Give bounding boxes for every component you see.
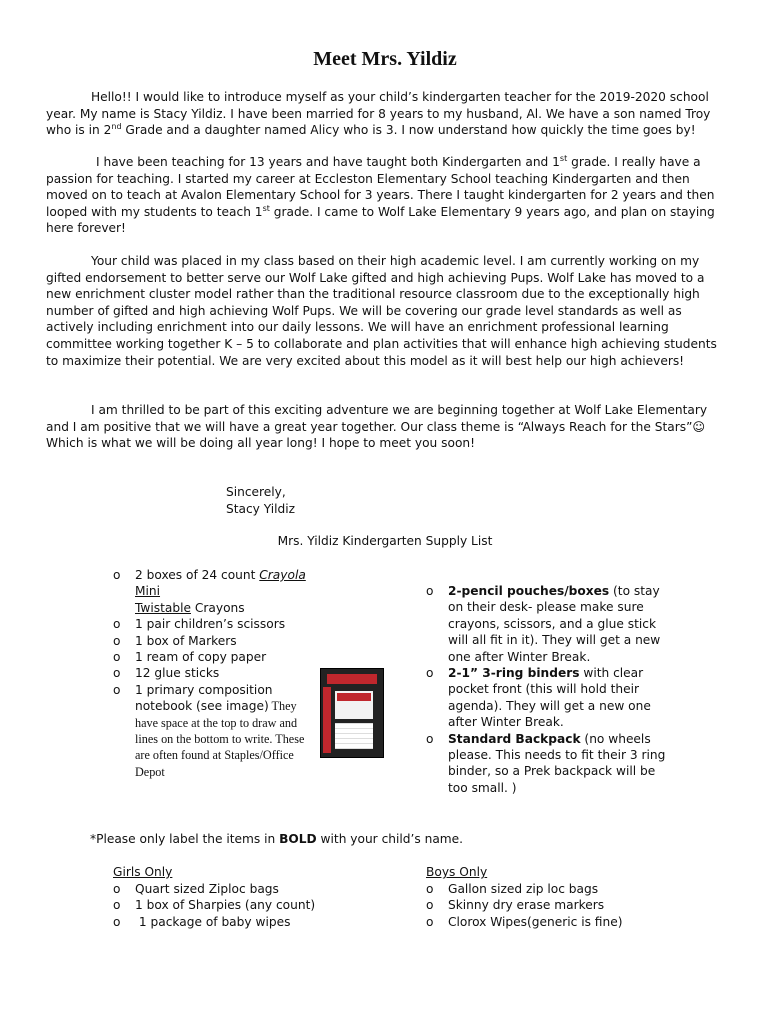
item-text: Quart sized Ziploc bags [135, 882, 279, 896]
boys-heading: Boys Only [426, 865, 488, 879]
note-text: *Please only label the items in [90, 832, 280, 846]
list-item [113, 649, 328, 665]
note-text: with your child’s name. [316, 832, 464, 846]
list-item [426, 731, 676, 797]
bold-item-text: 2-1” 3-ring binders [448, 666, 580, 681]
bullet-icon: o [113, 650, 121, 665]
bullet-icon: o [113, 682, 121, 697]
bullet-icon: o [113, 914, 121, 929]
list-item [426, 665, 676, 731]
bullet-icon: o [426, 731, 434, 746]
notebook-lines [335, 723, 373, 749]
bullet-icon: o [426, 666, 434, 681]
signature-block [226, 484, 295, 517]
supply-list-title: Mrs. Yildiz Kindergarten Supply List [277, 534, 493, 548]
bullet-icon: o [113, 568, 121, 582]
girls-heading: Girls Only [113, 865, 173, 879]
item-text: Skinny dry erase markers [448, 898, 605, 913]
list-item [426, 583, 676, 665]
item-text: Crayons [191, 600, 245, 615]
brand-text: Mini [135, 584, 161, 599]
item-text: 1 box of Sharpies (any count) [135, 898, 316, 913]
item-text: 1 box of Markers [135, 633, 237, 648]
supply-list-left [113, 567, 328, 780]
list-item [113, 682, 320, 780]
girls-list [113, 881, 315, 930]
teaching-text-c: grade. I came to Wolf Lake Elementary 9 years ago, and plan on staying here forever! [46, 204, 715, 236]
bullet-icon: o [113, 898, 121, 913]
brand-text: Crayola [259, 568, 306, 582]
item-text: (no wheels please. This needs to fit their 3 ring binder, so a Prek backpack will be too small. ) [448, 731, 666, 795]
label-note [90, 832, 463, 846]
intro-sup: nd [111, 122, 122, 132]
item-text: Clorox Wipes(generic is fine) [448, 914, 623, 929]
item-text: 12 glue sticks [135, 666, 220, 681]
list-item [113, 665, 328, 681]
note-bold: BOLD [279, 832, 317, 846]
intro-text-b: Grade and a daughter named Alicy who is 3. I now understand how quickly the time goes by! [121, 123, 696, 138]
notebook-label-bar [337, 693, 371, 701]
list-item [426, 914, 622, 930]
list-item [426, 897, 622, 913]
list-item [113, 914, 315, 930]
list-item [113, 881, 315, 897]
item-note: They have space at the top to draw and lines on the bottom to write. These are often found at Staples/Office Depot [135, 699, 305, 779]
brand-text: Twistable [135, 600, 191, 615]
boys-list [426, 881, 622, 930]
sign-off: Sincerely, [226, 485, 286, 499]
intro-paragraph [46, 89, 730, 139]
teaching-text-a: I have been teaching for 13 years and have taught both Kindergarten and 1 [96, 155, 560, 169]
list-item [113, 897, 315, 913]
teaching-text-b: grade. I really have a passion for teaching. I started my career at Eccleston Elementary School teaching Kindergarten and then moved on to teach at Avalon Elementary School for 3 years. There I taught kindergarten for 2 years and then looped with my students to teach 1 [46, 155, 715, 219]
bullet-icon: o [426, 584, 434, 598]
list-item [113, 633, 328, 649]
closing-paragraph [46, 402, 730, 452]
bullet-icon: o [426, 898, 434, 913]
supply-list-right [426, 583, 676, 796]
item-text: with clear pocket front (this will hold their agenda). They will get a new one after Winter Break. [448, 666, 651, 730]
placement-text: Your child was placed in my class based on their high academic level. I am currently working on my gifted endorsement to better serve our Wolf Lake gifted and high achieving Pups. Wolf Lake has moved to a new enrichment cluster model rather than the traditional resource classroom due to the exceptionally high number of gifted and high achieving Wolf Pups. We will be covering our grade level standards as well as actively including enrichment into our daily lessons. We will have an enrichment professional learning committee working together K – 5 to collaborate and plan activities that will enhance high achieving students to maximize their potential. We are very excited about this model as it will best help our high achievers! [46, 254, 717, 368]
item-text: 1 primary composition notebook (see image) [135, 682, 273, 714]
bold-item-text: 2-pencil pouches/boxes [448, 584, 610, 598]
list-item [113, 616, 328, 632]
composition-notebook-icon [320, 668, 384, 758]
item-text: 1 package of baby wipes [135, 914, 291, 929]
list-item [426, 881, 622, 897]
page-title: Meet Mrs. Yildiz [313, 48, 457, 70]
bullet-icon: o [113, 617, 121, 632]
item-text: (to stay on their desk- please make sure crayons, scissors, and a glue stick will all fit in it). They will get a new one after Winter Break. [448, 584, 661, 664]
list-item [113, 567, 328, 616]
notebook-spine [323, 687, 331, 753]
teaching-sup-2: st [262, 203, 270, 213]
bullet-icon: o [426, 882, 434, 896]
bullet-icon: o [113, 666, 121, 681]
bullet-icon: o [113, 882, 121, 896]
notebook-band [327, 674, 377, 684]
teaching-paragraph [46, 154, 730, 237]
teaching-sup-1: st [559, 153, 568, 163]
closing-text: I am thrilled to be part of this exciting adventure we are beginning together at Wolf Lake Elementary and I am positive that we will have a great year together. Our class theme is “Always Reach for the Stars”☺ Which is what we will be doing all year long! I hope to meet you soon! [46, 403, 708, 451]
bold-item-text: Standard Backpack [448, 731, 581, 746]
item-text: 2 boxes of 24 count [135, 568, 260, 582]
placement-paragraph [46, 253, 730, 369]
signer-name: Stacy Yildiz [226, 501, 296, 516]
bullet-icon: o [113, 633, 121, 648]
item-text: Gallon sized zip loc bags [448, 882, 599, 896]
intro-text-a: Hello!! I would like to introduce myself as your child’s kindergarten teacher for the 2019-2020 school year. My name is Stacy Yildiz. I have been married for 8 years to my husband, Al. We have a son named Troy who is in 2 [46, 90, 711, 138]
bullet-icon: o [426, 914, 434, 929]
item-text: 1 ream of copy paper [135, 650, 267, 665]
item-text: 1 pair children’s scissors [135, 617, 286, 632]
